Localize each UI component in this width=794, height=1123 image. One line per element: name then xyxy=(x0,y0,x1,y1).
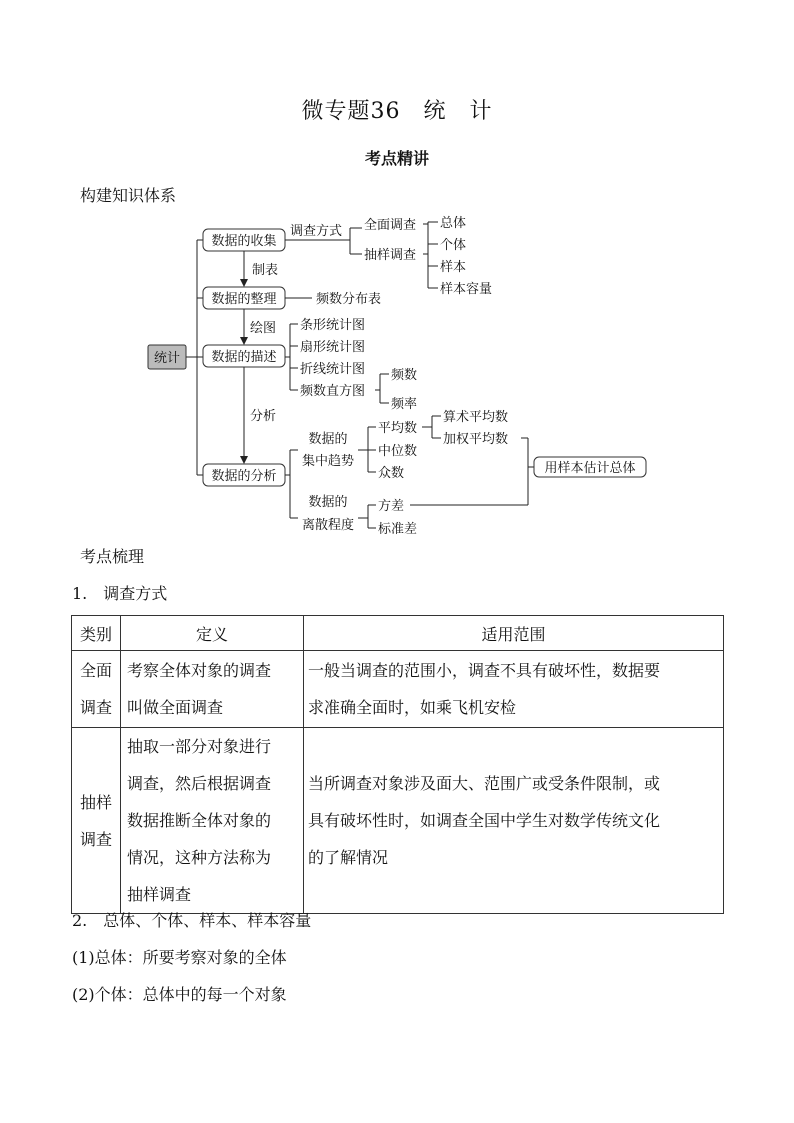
table-header-row xyxy=(72,616,724,651)
scope-cell: 当所调查对象涉及面大、范围广或受条件限制，或 具有破坏性时，如调查全国中学生对数学传统文化 的了解情况 xyxy=(304,728,724,914)
bar-chart-label: 条形统计图 xyxy=(300,318,366,333)
histogram-label: 频数直方图 xyxy=(300,384,366,399)
mode-label: 众数 xyxy=(378,466,405,481)
arrow-label-analyze: 分析 xyxy=(250,409,277,424)
list-item: (2)个体：总体中的每一个对象 xyxy=(72,985,287,1004)
full-survey-label: 全面调查 xyxy=(364,218,417,233)
individual-label: 个体 xyxy=(440,238,467,253)
definition-cell: 考察全体对象的调查 叫做全面调查 xyxy=(121,651,304,728)
median-label: 中位数 xyxy=(378,444,418,459)
header-category: 类别 xyxy=(72,616,121,651)
definition-cell: 抽取一部分对象进行 调查，然后根据调查 数据推断全体对象的 情况，这种方法称为 抽样调查 xyxy=(121,728,304,914)
frequency-label: 频数 xyxy=(391,368,418,383)
survey-method-label: 调查方式 xyxy=(290,224,343,239)
root-node: 统计 xyxy=(153,351,181,366)
category-cell: 全面 调查 xyxy=(72,651,121,728)
analyze-node: 数据的分析 xyxy=(211,469,277,484)
organize-node: 数据的整理 xyxy=(211,292,277,307)
describe-node: 数据的描述 xyxy=(211,350,277,365)
central-tendency-line1: 数据的 xyxy=(308,432,348,447)
section-heading-knowledge-system: 构建知识体系 xyxy=(80,186,177,205)
arith-mean-label: 算术平均数 xyxy=(443,410,509,425)
sample-survey-label: 抽样调查 xyxy=(364,248,417,263)
collect-node: 数据的收集 xyxy=(211,234,277,249)
table-row xyxy=(72,728,724,914)
table-row xyxy=(72,651,724,728)
scope-cell: 一般当调查的范围小，调查不具有破坏性，数据要 求准确全面时，如乘飞机安检 xyxy=(304,651,724,728)
line-chart-label: 折线统计图 xyxy=(300,362,366,377)
sample-label: 样本 xyxy=(440,260,467,275)
population-label: 总体 xyxy=(440,216,467,231)
arrow-label-tabulate: 制表 xyxy=(252,263,279,278)
arrow-label-draw: 绘图 xyxy=(250,321,277,336)
freq-table-label: 频数分布表 xyxy=(316,292,382,307)
category-cell: 抽样 调查 xyxy=(72,728,121,914)
pie-chart-label: 扇形统计图 xyxy=(300,340,366,355)
page-subtitle: 考点精讲 xyxy=(364,149,429,168)
header-scope: 适用范围 xyxy=(304,616,724,651)
knowledge-tree-diagram xyxy=(0,200,794,540)
rate-label: 频率 xyxy=(391,397,418,412)
weighted-mean-label: 加权平均数 xyxy=(443,432,509,447)
estimate-node: 用样本估计总体 xyxy=(544,461,636,476)
dispersion-line1: 数据的 xyxy=(308,495,348,510)
root-bracket xyxy=(186,240,203,475)
variance-label: 方差 xyxy=(378,499,405,514)
list-item: (1)总体：所要考察对象的全体 xyxy=(72,948,287,967)
sample-size-label: 样本容量 xyxy=(440,282,493,297)
section-heading-review: 考点梳理 xyxy=(80,547,145,566)
dispersion-line2: 离散程度 xyxy=(301,518,355,533)
mean-label: 平均数 xyxy=(378,421,418,436)
heading-population-sample: 2. 总体、个体、样本、样本容量 xyxy=(72,911,312,930)
page-title: 微专题36 统 计 xyxy=(301,99,493,124)
heading-survey-methods: 1. 调查方式 xyxy=(72,584,168,603)
header-definition: 定义 xyxy=(121,616,304,651)
std-dev-label: 标准差 xyxy=(378,522,418,537)
survey-methods-table xyxy=(71,615,724,914)
central-tendency-line2: 集中趋势 xyxy=(301,454,355,469)
